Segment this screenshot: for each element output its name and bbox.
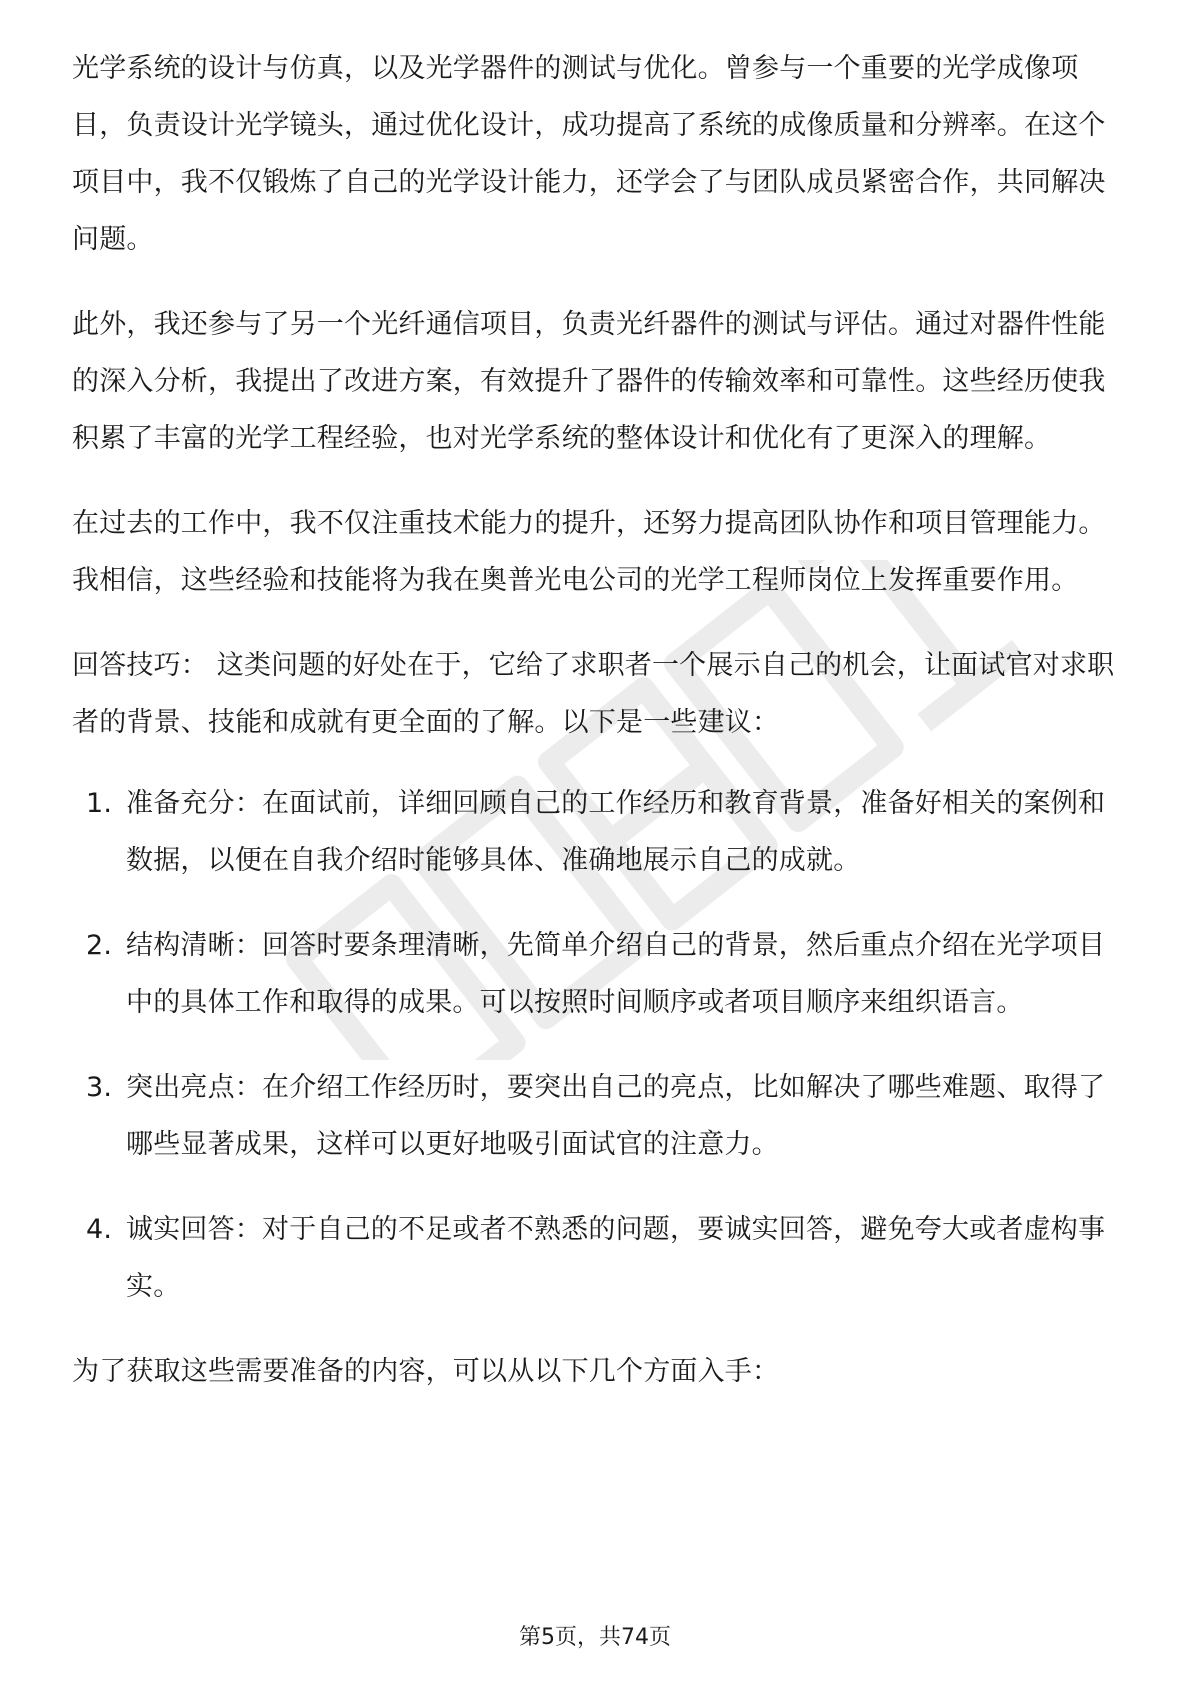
list-item-text: 突出亮点：在介绍工作经历时，要突出自己的亮点，比如解决了哪些难题、取得了哪些显著成果，这样可以更好地吸引面试官的注意力。 (126, 1072, 1106, 1160)
list-item (72, 1201, 1122, 1315)
paragraph-experience-3: 在过去的工作中，我不仅注重技术能力的提升，还努力提高团队协作和项目管理能力。我相信，这些经验和技能将为我在奥普光电公司的光学工程师岗位上发挥重要作用。 (72, 508, 1106, 596)
list-item (72, 775, 1122, 889)
list-number: 1. (86, 788, 113, 819)
list-item (72, 1059, 1122, 1173)
paragraph-experience-2: 此外，我还参与了另一个光纤通信项目，负责光纤器件的测试与评估。通过对器件性能的深入分析，我提出了改进方案，有效提升了器件的传输效率和可靠性。这些经历使我积累了丰富的光学工程经验，也对光学系统的整体设计和优化有了更深入的理解。 (72, 309, 1106, 454)
paragraph-preparation: 为了获取这些需要准备的内容，可以从以下几个方面入手： (72, 1356, 780, 1387)
list-item (72, 917, 1122, 1031)
document-body (72, 40, 1122, 1428)
paragraph-experience-1: 光学系统的设计与仿真，以及光学器件的测试与优化。曾参与一个重要的光学成像项目，负责设计光学镜头，通过优化设计，成功提高了系统的成像质量和分辨率。在这个项目中，我不仅锻炼了自己的光学设计能力，还学会了与团队成员紧密合作，共同解决问题。 (72, 53, 1106, 255)
list-item-text: 诚实回答：对于自己的不足或者不熟悉的问题，要诚实回答，避免夸大或者虚构事实。 (126, 1214, 1106, 1302)
paragraph-answer-tips: 回答技巧： 这类问题的好处在于，它给了求职者一个展示自己的机会，让面试官对求职者的背景、技能和成就有更全面的了解。以下是一些建议： (72, 650, 1115, 738)
list-number: 4. (86, 1214, 113, 1245)
list-number: 3. (86, 1072, 113, 1103)
list-item-text: 结构清晰：回答时要条理清晰，先简单介绍自己的背景，然后重点介绍在光学项目中的具体工作和取得的成果。可以按照时间顺序或者项目顺序来组织语言。 (126, 930, 1106, 1018)
list-number: 2. (86, 930, 113, 961)
tips-list (72, 775, 1122, 1315)
page-number-footer: 第5页，共74页 (519, 1625, 671, 1650)
list-item-text: 准备充分：在面试前，详细回顾自己的工作经历和教育背景，准备好相关的案例和数据，以便在自我介绍时能够具体、准确地展示自己的成就。 (126, 788, 1106, 876)
